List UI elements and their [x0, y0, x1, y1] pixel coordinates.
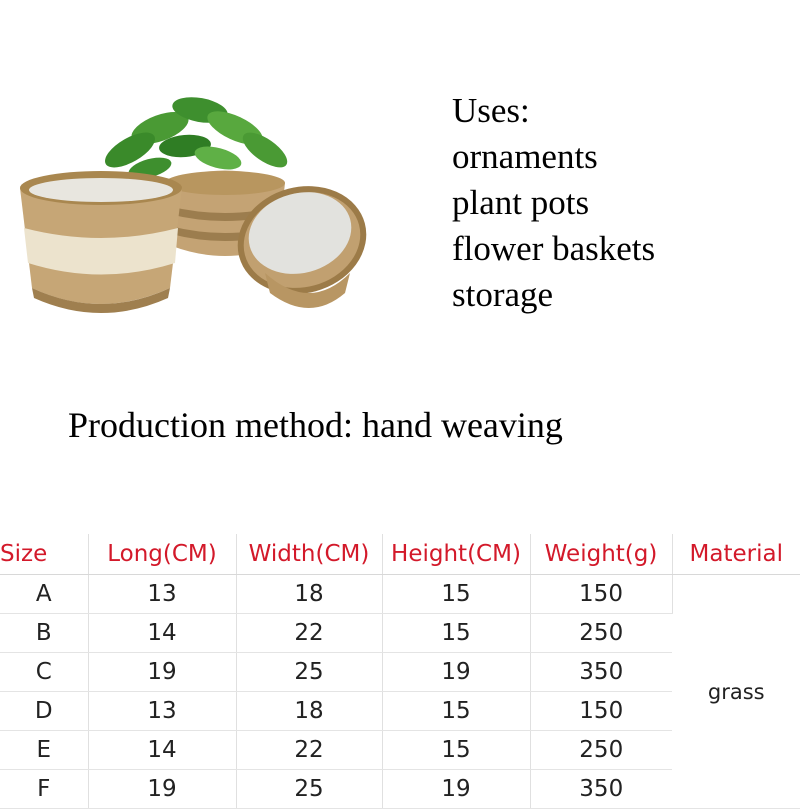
cell-size: B: [0, 614, 88, 653]
basket-left: [20, 171, 182, 313]
cell-width: 18: [236, 575, 382, 614]
cell-size: A: [0, 575, 88, 614]
cell-width: 18: [236, 692, 382, 731]
cell-weight: 250: [530, 614, 672, 653]
cell-long: 19: [88, 653, 236, 692]
cell-weight: 350: [530, 770, 672, 809]
uses-heading: Uses:: [452, 91, 530, 130]
uses-item: plant pots: [452, 183, 590, 222]
cell-size: C: [0, 653, 88, 692]
cell-size: F: [0, 770, 88, 809]
plant-leaves: [100, 93, 293, 182]
cell-height: 19: [382, 653, 530, 692]
cell-weight: 250: [530, 731, 672, 770]
uses-item: ornaments: [452, 137, 598, 176]
header-height: Height(CM): [382, 534, 530, 575]
cell-size: E: [0, 731, 88, 770]
cell-width: 25: [236, 770, 382, 809]
cell-width: 22: [236, 731, 382, 770]
header-size: Size: [0, 534, 88, 575]
cell-long: 13: [88, 692, 236, 731]
header-width: Width(CM): [236, 534, 382, 575]
cell-width: 25: [236, 653, 382, 692]
header-weight: Weight(g): [530, 534, 672, 575]
cell-height: 15: [382, 692, 530, 731]
production-method: Production method: hand weaving: [68, 405, 563, 445]
cell-long: 13: [88, 575, 236, 614]
cell-width: 22: [236, 614, 382, 653]
cell-height: 15: [382, 575, 530, 614]
cell-height: 19: [382, 770, 530, 809]
uses-item: flower baskets: [452, 229, 656, 268]
header-material: Material: [672, 534, 800, 575]
table-row: [0, 575, 800, 614]
header-long: Long(CM): [88, 534, 236, 575]
cell-material: grass: [672, 575, 800, 809]
table-header-row: [0, 534, 800, 575]
cell-weight: 150: [530, 575, 672, 614]
product-photo: [10, 88, 390, 328]
uses-item: storage: [452, 275, 554, 314]
cell-height: 15: [382, 731, 530, 770]
cell-long: 19: [88, 770, 236, 809]
cell-weight: 150: [530, 692, 672, 731]
cell-weight: 350: [530, 653, 672, 692]
cell-long: 14: [88, 614, 236, 653]
size-table: [0, 534, 800, 809]
uses-list: [452, 88, 655, 318]
cell-long: 14: [88, 731, 236, 770]
cell-height: 15: [382, 614, 530, 653]
cell-size: D: [0, 692, 88, 731]
